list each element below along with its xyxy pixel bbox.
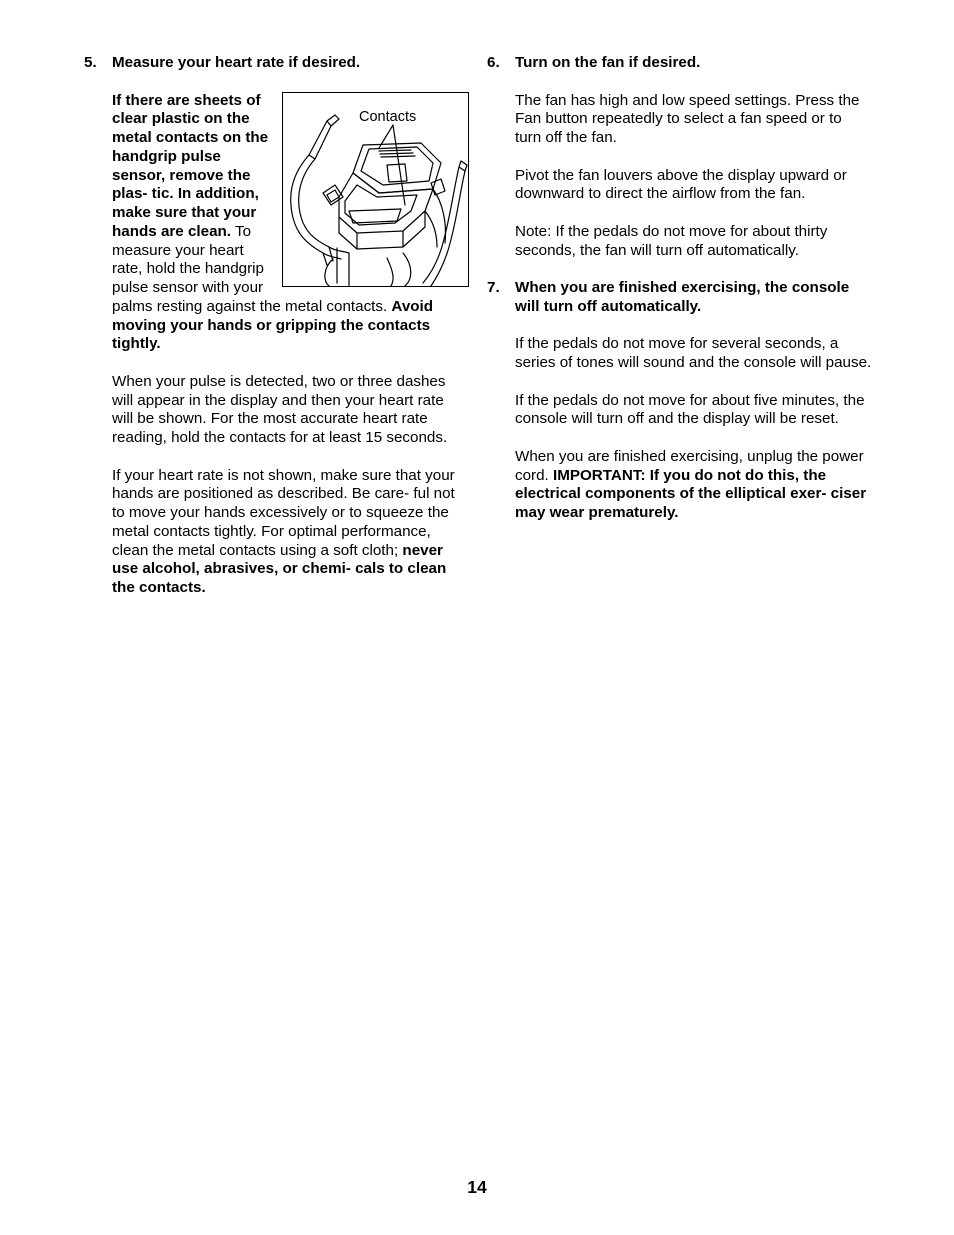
step-5-paragraph-3 [112,467,469,598]
elliptical-console-illustration [283,93,468,286]
page-number: 14 [467,1177,487,1197]
step-5-paragraph-2: When your pulse is detected, two or three dashes will appear in the display and then your heart rate will be shown. For the most accurate heart rate reading, hold the contacts for at least 15 seconds. [112,372,448,446]
step-5-number: 5. [84,54,97,71]
step-5-heading [84,54,469,73]
step-6-body [515,92,872,261]
step-5-paragraph-3-text: If your heart rate is not shown, make sure that your hands are positioned as described. Be care- ful not to move your hands excessively or to squeeze the metal contacts tightly. For optimal performance, clean the metal contacts using a soft cloth; [112,466,455,559]
right-column [487,54,872,523]
step-5-paragraph-3-bold: never use alcohol, abrasives, or chemi- cals to clean the contacts. [112,541,447,596]
step-5-intro-text: To measure your heart rate, hold the handgrip pulse sensor with your palms resting against the metal contacts. [112,222,392,315]
step-5-intro-bold: If there are sheets of clear plastic on the metal contacts on the handgrip pulse sensor, remove the plas- tic. In addition, make sure that your hands are clean. [112,91,269,240]
step-5-body [112,92,469,598]
step-6-title: Turn on the fan if desired. [515,54,701,71]
figure-label-contacts: Contacts [359,108,417,125]
step-7-title: When you are finished exercising, the console will turn off automatically. [515,279,850,315]
console-contacts-figure [282,92,469,287]
step-5-title: Measure your heart rate if desired. [112,54,361,71]
step-6-paragraph-3: Note: If the pedals do not move for about thirty seconds, the fan will turn off automatically. [515,222,828,259]
step-7-number: 7. [487,279,500,296]
step-5-intro [112,92,469,355]
step-7-heading [487,279,872,317]
step-6-paragraph-1: The fan has high and low speed settings. Press the Fan button repeatedly to select a fan speed or to turn off the fan. [515,91,860,146]
step-6-number: 6. [487,54,500,71]
step-6-paragraph-2: Pivot the fan louvers above the display upward or downward to direct the airflow from the fan. [515,166,847,203]
step-7-paragraph-3-text: When you are finished exercising, unplug the power cord. [515,447,864,484]
step-7-paragraph-3-bold: IMPORTANT: If you do not do this, the electrical components of the elliptical exer- ciser may wear prematurely. [515,466,867,521]
step-6-heading [487,54,872,73]
step-7-paragraph-2: If the pedals do not move for about five minutes, the console will turn off and the display will be reset. [515,391,865,428]
step-7-body [515,335,872,523]
step-7-paragraph-1: If the pedals do not move for several seconds, a series of tones will sound and the console will pause. [515,335,872,371]
step-5-intro-bold-2: Avoid moving your hands or gripping the contacts tightly. [112,297,434,353]
left-column [84,54,469,598]
step-7-paragraph-3 [515,448,872,523]
